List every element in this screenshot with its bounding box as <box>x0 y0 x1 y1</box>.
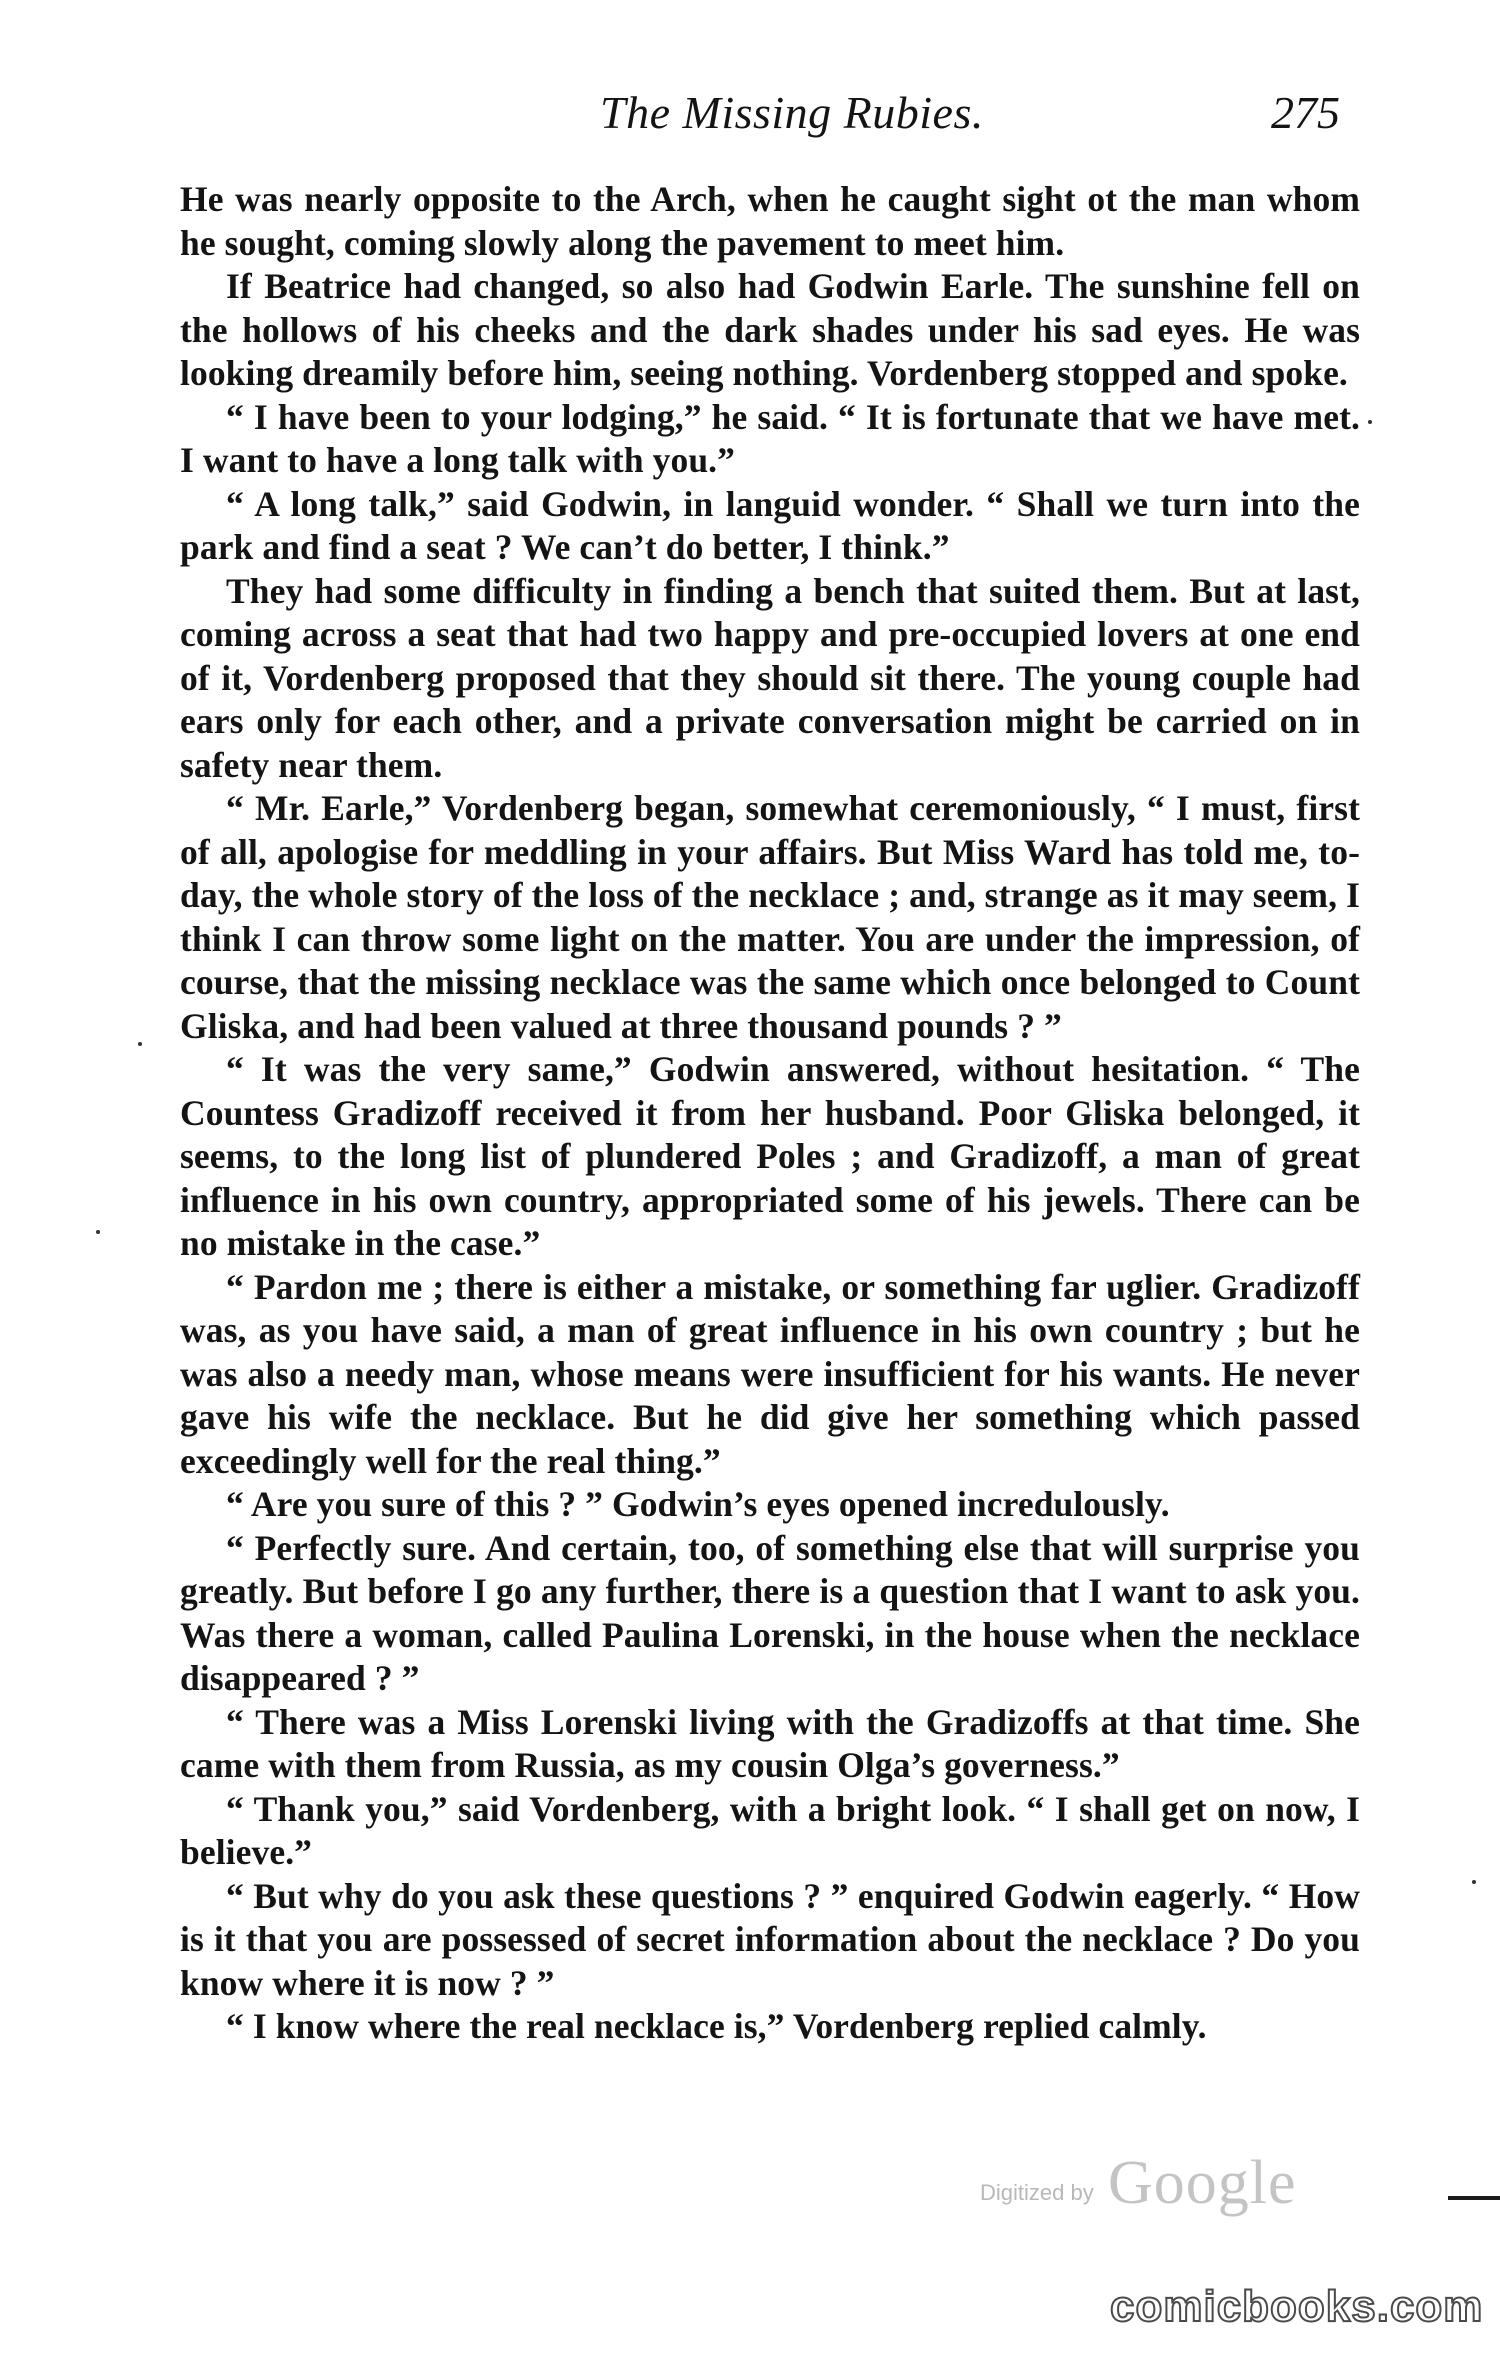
page-edge-mark <box>1448 2196 1500 2200</box>
body-text <box>180 178 1360 2049</box>
paragraph: “ I have been to your lodging,” he said. “ It is fortunate that we have met. I want to have a long talk with you.” <box>180 396 1360 480</box>
page-number: 275 <box>1271 87 1340 138</box>
paragraph: “ Are you sure of this ? ” Godwin’s eyes opened incredulously. <box>226 1484 1170 1524</box>
paragraph: “ But why do you ask these questions ? ” enquired Godwin eagerly. “ How is it that you are possessed of secret information about the necklace ? Do you know where it is now ? ” <box>180 1875 1360 2003</box>
running-title: The Missing Rubies. <box>600 87 984 138</box>
paragraph: They had some difficulty in finding a bench that suited them. But at last, coming across a seat that had two happy and pre-occupied lovers at one end of it, Vordenberg proposed that they should sit there. The young couple had ears only for each other, and a private conversation might be carried on in safety near them. <box>180 570 1360 785</box>
paragraph: “ A long talk,” said Godwin, in languid wonder. “ Shall we turn into the park and find a seat ? We can’t do better, I think.” <box>180 483 1360 567</box>
paragraph: “ Mr. Earle,” Vordenberg began, somewhat ceremoniously, “ I must, first of all, apologise for meddling in your affairs. But Miss Ward has told me, to-day, the whole story of the loss of the necklace ; and, strange as it may seem, I think I can throw some light on the matter. You are under the impression, of course, that the missing necklace was the same which once belonged to Count Gliska, and had been valued at three thousand pounds ? ” <box>180 788 1360 1046</box>
paragraph: “ Pardon me ; there is either a mistake, or something far uglier. Gradizoff was, as you have said, a man of great influence in his own country ; but he was also a needy man, whose means were insufficient for his wants. He never gave his wife the necklace. But he did give her something which passed exceedingly well for the real thing.” <box>180 1266 1360 1481</box>
paragraph: “ It was the very same,” Godwin answered, without hesitation. “ The Countess Gradizoff received it from her husband. Poor Gliska belonged, it seems, to the long list of plundered Poles ; and Gradizoff, a man of great influence in his own country, appropriated some of his jewels. There can be no mistake in the case.” <box>180 1049 1360 1263</box>
watermark-text: comicbooks.com <box>1110 2282 1484 2331</box>
scan-speck <box>1368 420 1372 424</box>
scan-speck <box>96 1230 100 1234</box>
scan-speck <box>1472 1880 1476 1884</box>
paragraph: He was nearly opposite to the Arch, when he caught sight ot the man whom he sought, coming slowly along the pavement to meet him. <box>180 179 1360 263</box>
paragraph: If Beatrice had changed, so also had Godwin Earle. The sunshine fell on the hollows of his cheeks and the dark shades under his sad eyes. He was looking dreamily before him, seeing nothing. Vordenberg stopped and spoke. <box>180 266 1360 393</box>
paragraph: “ Thank you,” said Vordenberg, with a bright look. “ I shall get on now, I believe.” <box>180 1788 1360 1872</box>
google-logo-text: Google <box>1108 2149 1297 2217</box>
digitized-by-label: Digitized by <box>980 2180 1094 2205</box>
paragraph: “ Perfectly sure. And certain, too, of something else that will surprise you greatly. But before I go any further, there is a question that I want to ask you. Was there a woman, called Paulina Lorenski, in the house when the necklace disappeared ? ” <box>180 1527 1360 1698</box>
running-head <box>170 86 1360 156</box>
paragraph: “ I know where the real necklace is,” Vordenberg replied calmly. <box>226 2006 1207 2046</box>
paragraph: “ There was a Miss Lorenski living with the Gradizoffs at that time. She came with them from Russia, as my cousin Olga’s governess.” <box>180 1701 1360 1785</box>
scan-speck <box>138 1042 142 1046</box>
